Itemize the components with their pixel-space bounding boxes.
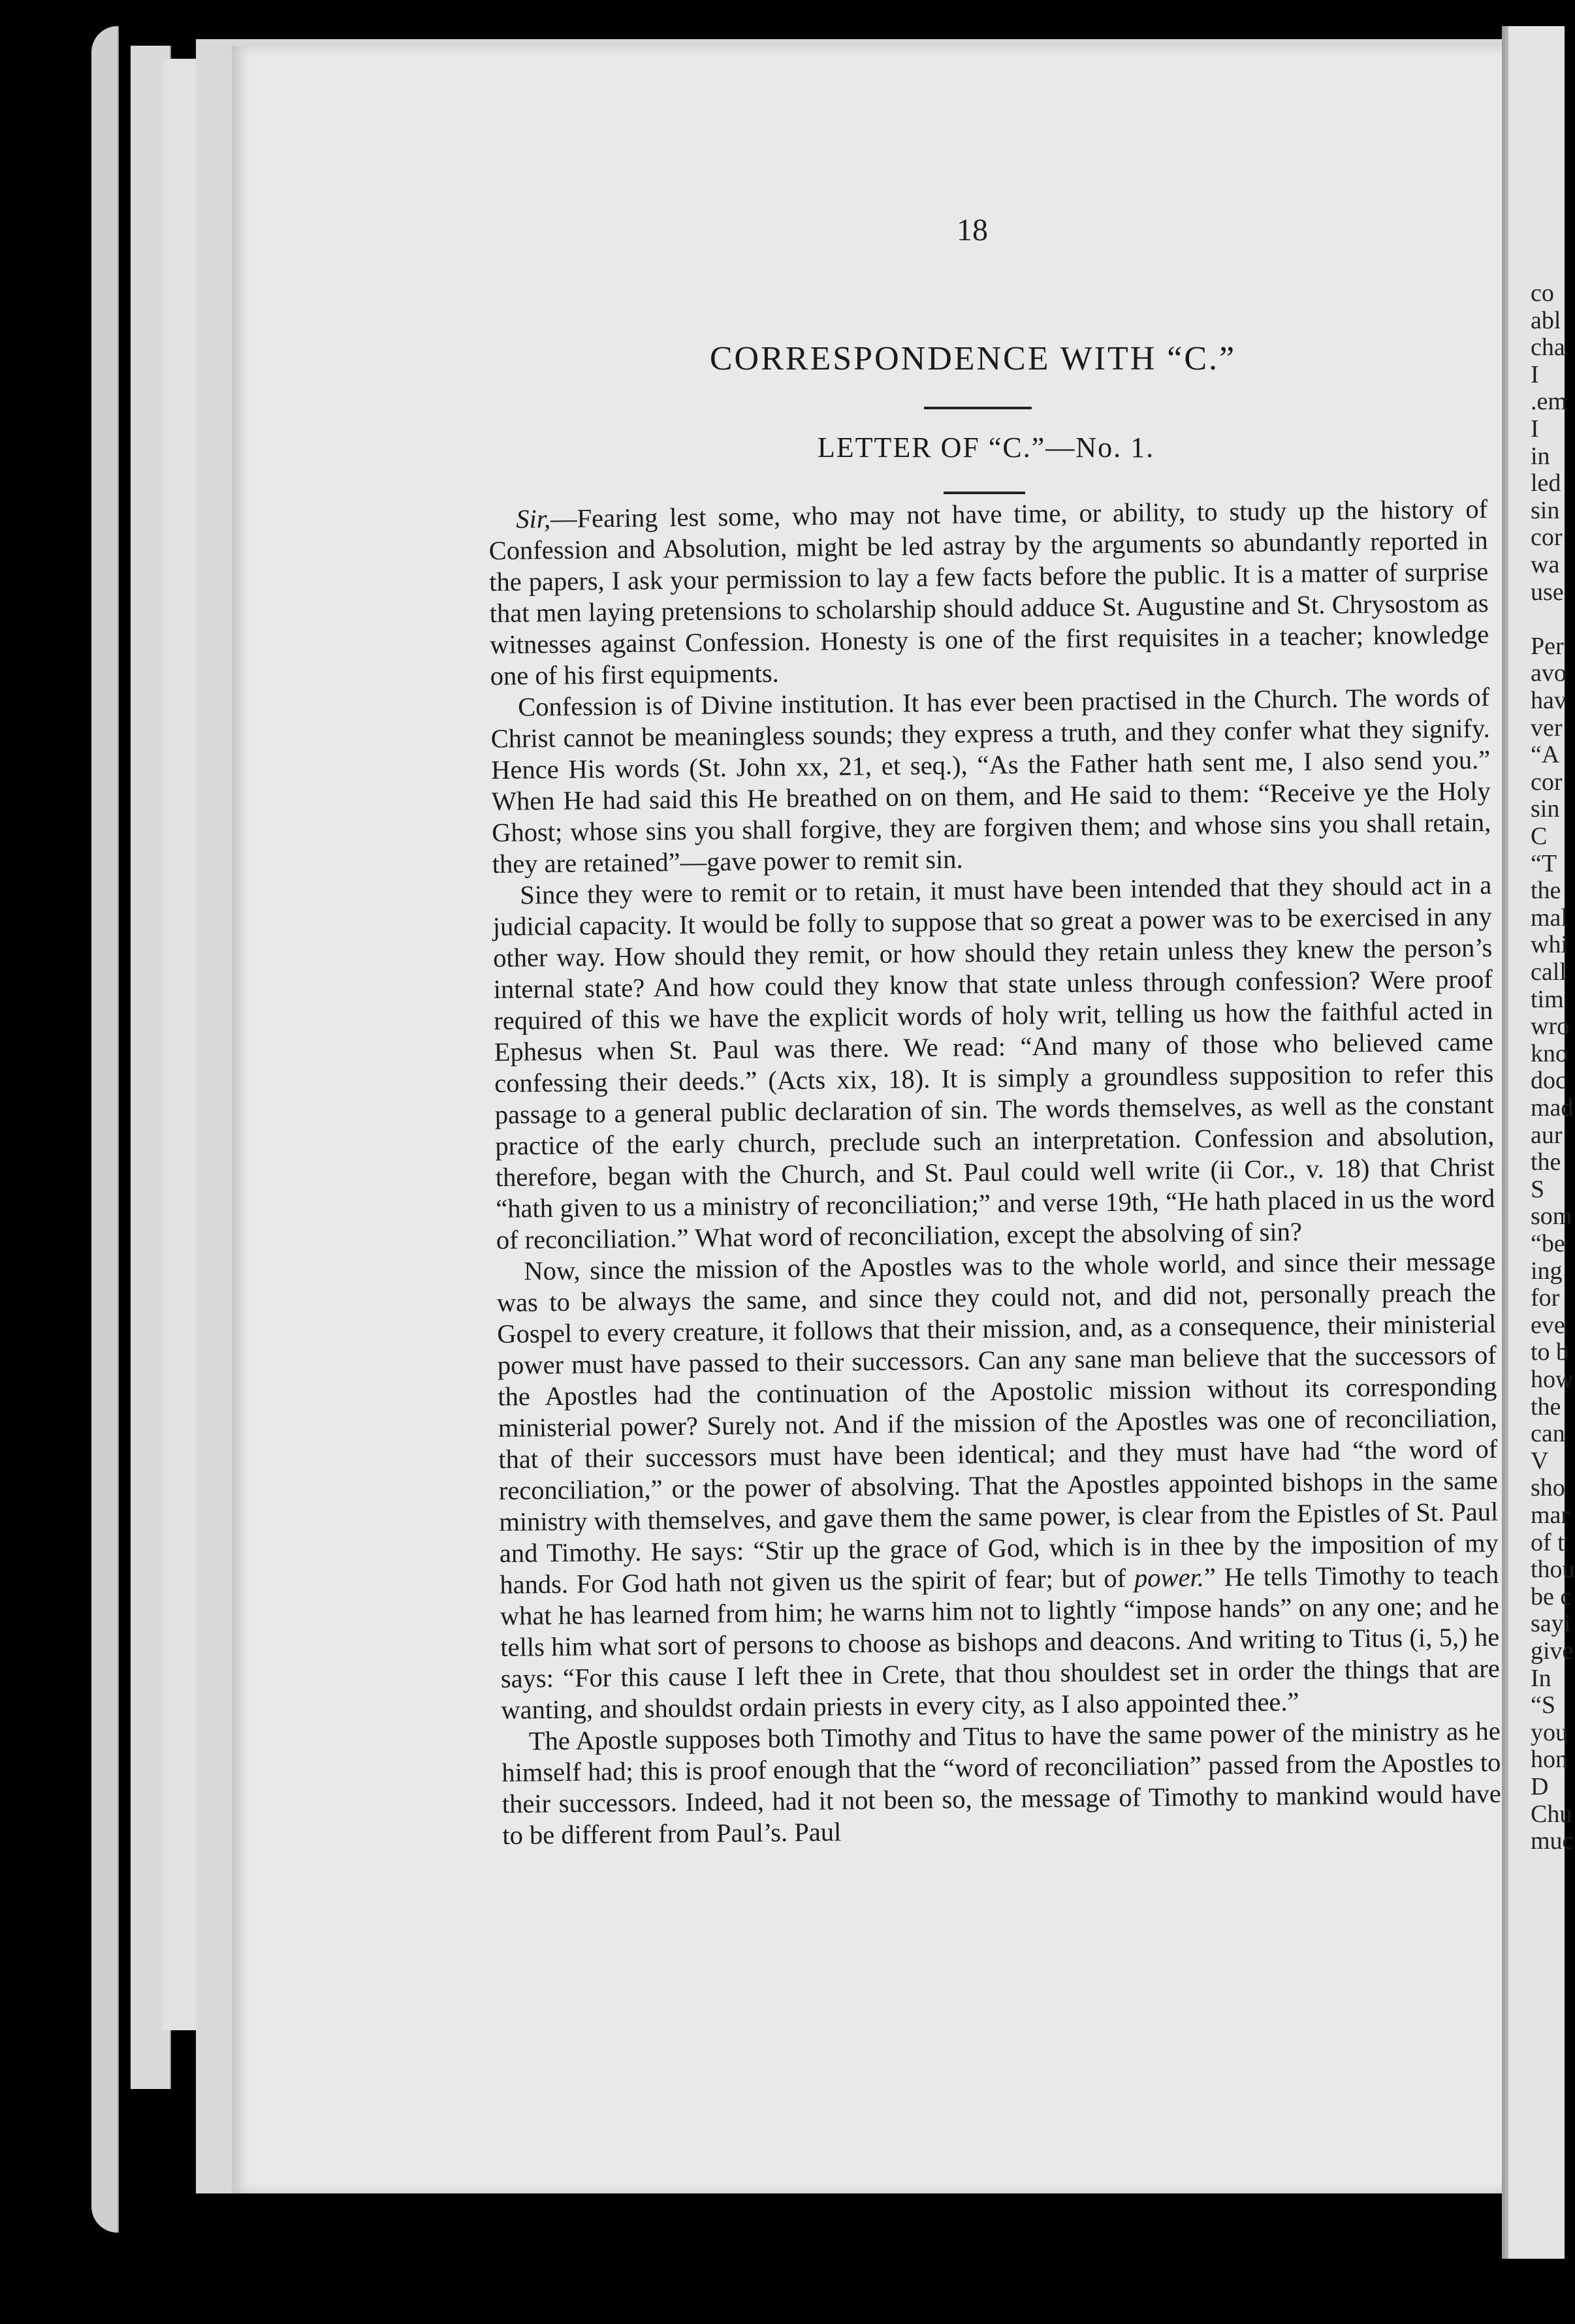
facing-page-fragment: “T bbox=[1531, 849, 1557, 877]
facing-page-fragment: avo bbox=[1531, 659, 1567, 687]
facing-page-fragment: you bbox=[1531, 1718, 1568, 1746]
paragraph: Confession is of Divine institution. It has ever been practised in the Church. The words of Christ cannot be meaningless sounds; they express a truth, and they confer what they signify. Hence His words (St. John xx, 21, et seq.), “As the Father hath sent me, I also send you.” When He had said this He breathed on on them, and He said to them: “Receive ye the Holy Ghost; whose sins you shall forgive, they are forgiven them; and whose sins you shall retain, they are retained”—gave power to remit sin. bbox=[490, 682, 1491, 879]
facing-page-fragment: In bbox=[1531, 1664, 1551, 1692]
facing-page-fragment: hon bbox=[1531, 1746, 1568, 1774]
paragraph: Now, since the mission of the Apostles was to the whole world, and since their message was to be always the same, and since they could not, and did not, personally preach the Gospel to every creature, it follows that their mission, and, as a consequence, their ministerial power must have passed to their successors. Can any sane man believe that the successors of the Apostles had the continuation of the Apostolic mission without its corresponding ministerial power? Surely not. And if the mission of the Apostles was one of reconciliation, that of their successors must have been identical; and they must have had “the word of reconciliation,” or the power of absolving. That the Apostles appointed bishops in the same ministry with themselves, and gave them the same power, is clear from the Epistles of St. Paul and Timothy. He says: “Stir up the grace of God, which is in thee by the imposition of my hands. For God hath not given us the spirit of fear; but of power.” He tells Timothy to teach what he has learned from him; he warns him not to lightly “impose hands” on any one; and he tells him what sort of persons to choose as bishops and deacons. And writing to Titus (i, 5,) he says: “For this cause I left thee in Crete, that thou shouldest set in order the things that are wanting, and shouldst ordain priests in every city, as I also appointed thee.” bbox=[496, 1246, 1500, 1725]
facing-page-fragment: .em bbox=[1531, 388, 1567, 416]
letter-body bbox=[488, 494, 1502, 1851]
facing-page-fragment: “S bbox=[1531, 1691, 1555, 1719]
page-stack-edge bbox=[91, 26, 119, 2233]
facing-page-fragment: S bbox=[1531, 1175, 1545, 1203]
facing-page-fragment: for bbox=[1531, 1284, 1560, 1312]
facing-page-fragment: doc bbox=[1531, 1067, 1567, 1095]
facing-page-fragment: sho bbox=[1531, 1474, 1565, 1502]
salutation: Sir, bbox=[516, 504, 551, 534]
facing-page-fragment: ver bbox=[1531, 714, 1563, 742]
facing-page-fragment: can bbox=[1531, 1420, 1565, 1448]
facing-page-fragment: “be bbox=[1531, 1230, 1565, 1257]
paragraph: Sir,—Fearing lest some, who may not have time, or ability, to study up the history of Confession and Absolution, might be led astray by the arguments so abundantly reported in the papers, I ask your permission to lay a few facts before the public. It is a matter of surprise that men laying pretensions to scholarship should adduce St. Augustine and St. Chrysostom as witnesses against Confession. Honesty is one of the first requisites in a teacher; knowledge one of his first equipments. bbox=[488, 494, 1489, 691]
facing-page-fragment: in bbox=[1531, 442, 1550, 470]
facing-page-fragment: of t bbox=[1531, 1528, 1565, 1556]
facing-page-fragment: abl bbox=[1531, 306, 1561, 334]
facing-page-fragment: wa bbox=[1531, 551, 1560, 578]
facing-page-fragment: whi bbox=[1531, 931, 1568, 959]
facing-page-fragment: led bbox=[1531, 469, 1561, 497]
facing-page-fragment: V bbox=[1531, 1447, 1549, 1475]
facing-page-fragment: “A bbox=[1531, 741, 1560, 769]
facing-page-fragment: the bbox=[1531, 877, 1561, 905]
facing-page-fragment: eve bbox=[1531, 1311, 1565, 1339]
letter-title: LETTER OF “C.”—No. 1. bbox=[817, 432, 1155, 463]
facing-page-fragment: the bbox=[1531, 1392, 1561, 1421]
page-number: 18 bbox=[957, 213, 988, 247]
emphasis: power. bbox=[1134, 1562, 1205, 1593]
facing-page-fragment: muc bbox=[1531, 1827, 1574, 1855]
facing-page-fragment: kno bbox=[1531, 1039, 1568, 1067]
facing-page-fragment: Per bbox=[1531, 632, 1564, 660]
facing-page-fragment: I bbox=[1531, 360, 1539, 388]
facing-page-fragment: cor bbox=[1531, 768, 1563, 796]
divider-rule bbox=[944, 492, 1025, 494]
facing-page-fragment: hav bbox=[1531, 687, 1567, 714]
facing-page-fragment: co bbox=[1531, 279, 1554, 307]
facing-page-fragment: sin bbox=[1531, 496, 1560, 524]
facing-page-fragment: Chu bbox=[1531, 1800, 1572, 1828]
facing-page-fragment: give bbox=[1531, 1637, 1574, 1665]
facing-page-fragment: wro bbox=[1531, 1013, 1570, 1041]
facing-page-fragment: aur bbox=[1531, 1121, 1563, 1149]
facing-page-fragment: mar bbox=[1531, 1501, 1570, 1529]
facing-page-fragment: som bbox=[1531, 1202, 1572, 1231]
page-title: CORRESPONDENCE WITH “C.” bbox=[709, 340, 1237, 377]
facing-page-fragment: mal bbox=[1531, 903, 1568, 932]
facing-page-fragment: D bbox=[1531, 1773, 1549, 1800]
facing-page-fragment: use bbox=[1531, 578, 1564, 606]
facing-page-fragment: tim bbox=[1531, 985, 1564, 1013]
facing-page bbox=[1508, 26, 1575, 2259]
facing-page-fragment: cha bbox=[1531, 334, 1565, 362]
facing-page-fragment: call bbox=[1531, 958, 1567, 986]
paragraph: Since they were to remit or to retain, it must have been intended that they should act in a judicial capacity. It would be folly to suppose that so great a power was to be exercised in any other way. How should they remit, or how should they retain unless they knew the person’s internal state? And how could they know that state unless through confession? Were proof required of this we have the explicit words of holy writ, telling us how the faithful acted in Ephesus when St. Paul was there. We read: “And many of those who believed came confessing their deeds.” (Acts xix, 18). It is simply a groundless supposition to refer this passage to a general public declaration of sin. The words themselves, as well as the constant practice of the early church, preclude such an interpretation. Confession and absolution, therefore, began with the Church, and St. Paul could well write (ii Cor., v. 18) that Christ “hath given to us a ministry of reconciliation;” and verse 19th, “He hath placed in us the word of reconciliation.” What word of reconciliation, except the absolving of sin? bbox=[492, 870, 1495, 1255]
facing-page-fragment: mad bbox=[1531, 1094, 1574, 1122]
facing-page-fragment: to b bbox=[1531, 1338, 1569, 1366]
facing-page-fragment: C bbox=[1531, 823, 1548, 850]
facing-page-fragment: I bbox=[1531, 415, 1539, 443]
facing-page-fragment: sin bbox=[1531, 795, 1560, 823]
facing-page-fragment: thou bbox=[1531, 1556, 1575, 1584]
facing-page-fragment: the bbox=[1531, 1148, 1561, 1176]
facing-page-fragment: cor bbox=[1531, 524, 1563, 552]
facing-page-fragment: how bbox=[1531, 1366, 1574, 1393]
facing-page-fragment: be c bbox=[1531, 1582, 1572, 1610]
facing-page-fragment: sayi bbox=[1531, 1610, 1571, 1638]
divider-rule bbox=[924, 407, 1032, 409]
paragraph: The Apostle supposes both Timothy and Titus to have the same power of the ministry as he himself had; this is proof enough that the “word of reconciliation” passed from the Apostles to their successors. Indeed, had it not been so, the message of Timothy to mankind would have to be different from Paul’s. Paul bbox=[501, 1716, 1502, 1850]
facing-page-fragment: ing bbox=[1531, 1257, 1563, 1285]
